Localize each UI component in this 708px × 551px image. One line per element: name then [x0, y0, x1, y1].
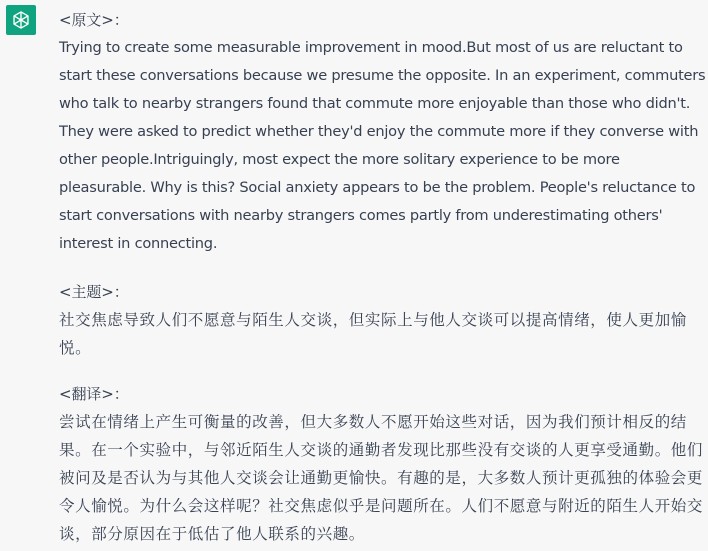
translation-text: 尝试在情绪上产生可衡量的改善，但大多数人不愿开始这些对话，因为我们预计相反的结果。在一个实验中，与邻近陌生人交谈的通勤者发现比那些没有交谈的人更享受通勤。他们被问及是否认为与其他人交谈会让通勤更愉快。有趣的是，大多数人预计更孤独的体验会更令人愉悦。为什么会这样呢？社交焦虑似乎是问题所在。人们不愿意与附近的陌生人开始交谈，部分原因在于低估了他人联系的兴趣。	[59, 413, 704, 543]
message-content	[59, 0, 707, 548]
assistant-avatar	[6, 5, 36, 35]
original-text: Trying to create some measurable improvement in mood.But most of us are reluctant to start these conversations because we presume the opposite. In an experiment, commuters who talk to nearby strangers found that commute more enjoyable than those who didn't. They were asked to predict whether they'd enjoy the commute more if they converse with other people.Intriguingly, most expect the more solitary experience to be more pleasurable. Why is this? Social anxiety appears to be the problem. People's reluctance to start conversations with nearby strangers comes partly from underestimating others' interest in connecting.	[59, 39, 706, 252]
translation-label: <翻译>：	[59, 385, 129, 403]
openai-logo-icon	[10, 9, 32, 31]
theme-label: <主题>：	[59, 283, 129, 301]
original-label: <原文>：	[59, 11, 129, 29]
theme-text: 社交焦虑导致人们不愿意与陌生人交谈，但实际上与他人交谈可以提高情绪，使人更加愉悦。	[59, 311, 687, 357]
